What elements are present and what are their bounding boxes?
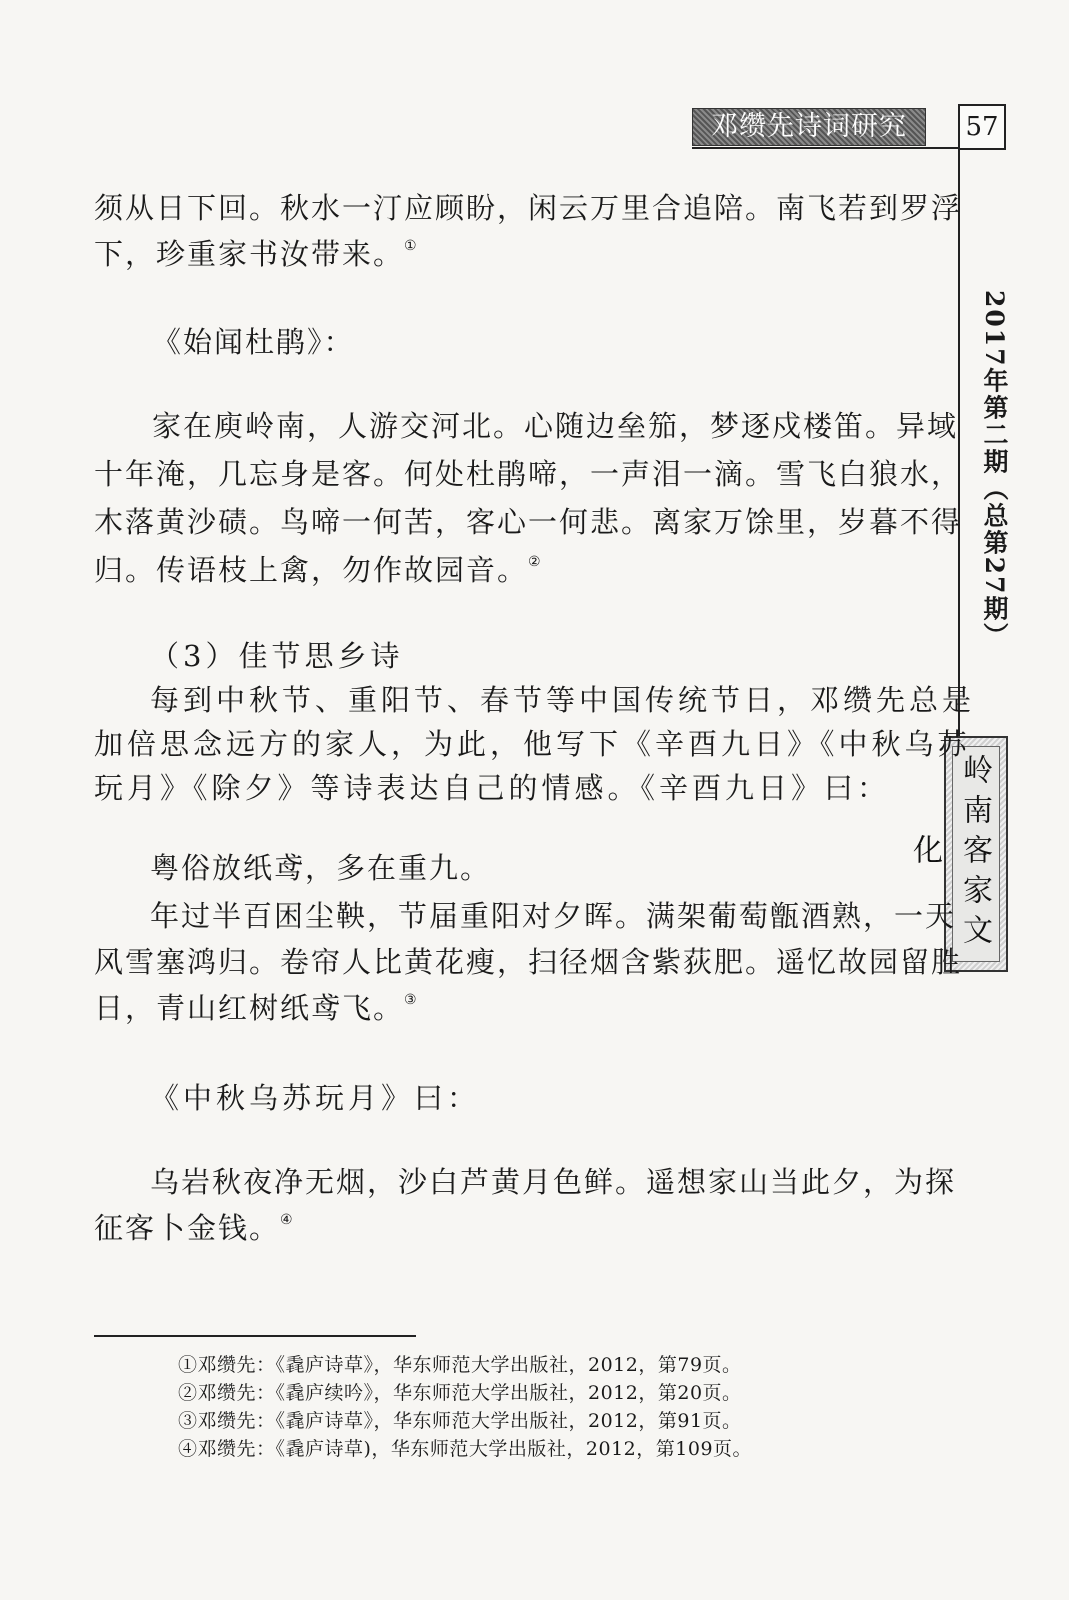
poem-line: 须从日下回。秋水一汀应顾盼，闲云万里合追陪。南飞若到罗浮 <box>94 191 963 225</box>
footnote: ③邓缵先：《毳庐诗草》，华东师范大学出版社，2012，第91页。 <box>178 1410 742 1432</box>
poem-line-text: 归。传语枝上禽，勿作故园音。 <box>94 553 529 587</box>
poem-line: 木落黄沙碛。鸟啼一何苦，客心一何悲。离家万馀里，岁暮不得 <box>94 505 963 539</box>
footnote-separator <box>94 1335 416 1337</box>
poem-line: 家在庾岭南，人游交河北。心随边垒笳，梦逐戍楼笛。异域 <box>152 409 959 443</box>
paragraph-line: 加倍思念远方的家人，为此，他写下《辛酉九日》《中秋乌苏 <box>94 727 971 761</box>
page-number: 57 <box>958 104 1006 150</box>
paragraph-line: 玩月》《除夕》等诗表达自己的情感。《辛酉九日》曰： <box>94 771 891 805</box>
poem-line <box>94 232 417 273</box>
calligraphy-text: 岭南客家文化 <box>952 746 1000 962</box>
poem-line: 年过半百困尘鞅，节届重阳对夕晖。满架葡萄甑酒熟，一天 <box>150 899 957 933</box>
footnote: ④邓缵先：《毳庐诗草)，华东师范大学出版社，2012，第109页。 <box>178 1438 753 1460</box>
paragraph-line: 每到中秋节、重阳节、春节等中国传统节日，邓缵先总是 <box>150 683 976 717</box>
footnote-ref: ④ <box>280 1212 293 1228</box>
footnote: ②邓缵先：《毳庐续吟》，华东师范大学出版社，2012，第20页。 <box>178 1382 742 1404</box>
poem-line <box>94 548 541 589</box>
poem-title: 《始闻杜鹃》： <box>152 325 355 359</box>
running-header-title: 邓缵先诗词研究 <box>692 108 926 146</box>
poem-line-text: 征客卜金钱。 <box>94 1211 281 1245</box>
poem-line-text: 日，青山红树纸鸢飞。 <box>94 991 405 1025</box>
footnote-ref: ③ <box>404 992 417 1008</box>
footnote-ref: ① <box>404 238 417 254</box>
poem-line: 十年淹，几忘身是客。何处杜鹃啼，一声泪一滴。雪飞白狼水， <box>94 457 963 491</box>
margin-rule <box>958 146 960 736</box>
poem-title: 《中秋乌苏玩月》曰： <box>150 1081 481 1115</box>
poem-line <box>94 986 417 1027</box>
poem-preface: 粤俗放纸鸢，多在重九。 <box>150 851 492 885</box>
issue-label: 2017年第二期（总第27期） <box>980 290 1009 650</box>
section-heading: （3）佳节思乡诗 <box>150 639 404 673</box>
header-rule <box>692 147 960 149</box>
poem-line: 风雪塞鸿归。卷帘人比黄花瘦，扫径烟含紫荻肥。遥忆故园留胜 <box>94 945 963 979</box>
footnote: ①邓缵先：《毳庐诗草》，华东师范大学出版社，2012，第79页。 <box>178 1354 742 1376</box>
footnote-ref: ② <box>528 554 541 570</box>
decorative-calligraphy-panel <box>907 736 1008 972</box>
poem-line <box>94 1206 293 1247</box>
poem-line-text: 下，珍重家书汝带来。 <box>94 237 405 271</box>
poem-line: 乌岩秋夜净无烟，沙白芦黄月色鲜。遥想家山当此夕，为探 <box>150 1165 957 1199</box>
